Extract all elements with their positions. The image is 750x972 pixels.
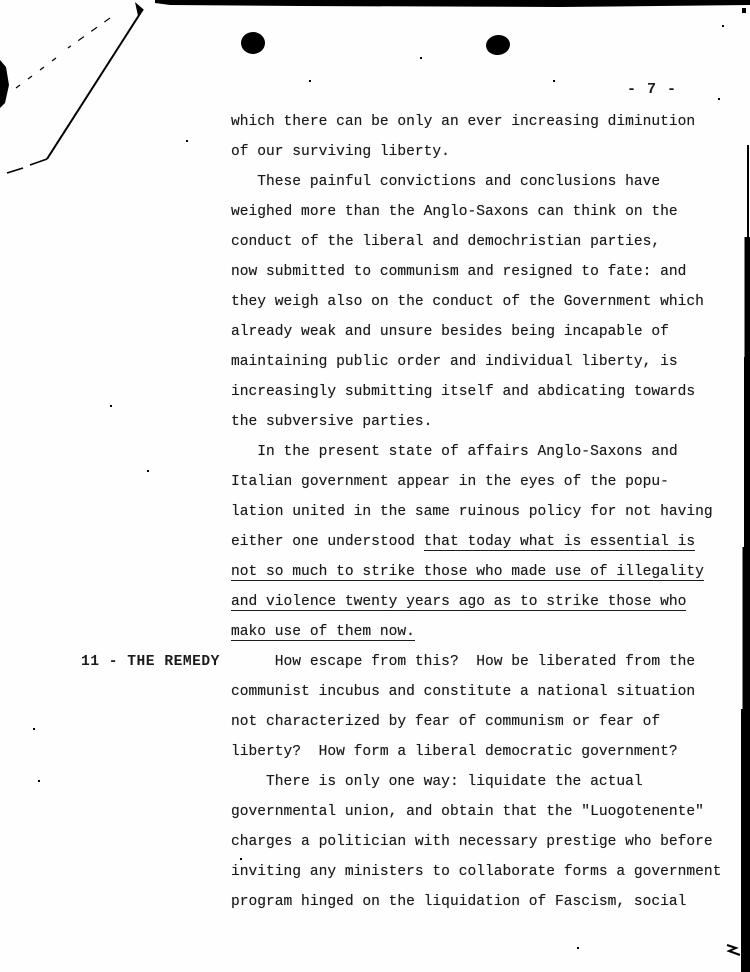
text-segment: the subversive parties. (231, 414, 433, 430)
text-line (231, 857, 721, 887)
text-line (231, 287, 721, 317)
text-line (231, 107, 721, 137)
text-line (231, 497, 721, 527)
text-line (231, 767, 721, 797)
text-segment: There is only one way: liquidate the actual (231, 774, 643, 790)
text-line (231, 377, 721, 407)
hole-punch-left-icon (241, 32, 265, 54)
text-line (231, 737, 721, 767)
text-segment: communist incubus and constitute a national situation (231, 684, 696, 700)
underlined-text-segment: that today what is essential is (423, 534, 696, 550)
crease-lines (0, 2, 143, 173)
text-line (231, 677, 721, 707)
hole-punch-right-icon (485, 33, 512, 56)
text-segment: weighed more than the Anglo-Saxons can think on the (231, 204, 678, 220)
text-segment: governmental union, and obtain that the "Luogotenente" (231, 804, 704, 820)
text-segment: Italian government appear in the eyes of the popu- (231, 474, 669, 490)
text-segment: not characterized by fear of communism or fear of (231, 714, 661, 730)
text-line (231, 527, 721, 557)
underlined-text-segment: not so much to strike those who made use of illegality (231, 564, 704, 580)
text-line (231, 827, 721, 857)
text-segment: lation united in the same ruinous policy for not having (231, 504, 713, 520)
page-number: - 7 - (627, 81, 678, 98)
text-line (231, 557, 721, 587)
text-segment: conduct of the liberal and demochristian parties, (231, 234, 661, 250)
text-line (231, 797, 721, 827)
text-segment: increasingly submitting itself and abdicating towards (231, 384, 696, 400)
text-line (231, 197, 721, 227)
right-edge-bar (741, 145, 750, 972)
text-line (231, 407, 721, 437)
text-segment: program hinged on the liquidation of Fascism, social (231, 894, 687, 910)
text-line (231, 227, 721, 257)
text-line (231, 467, 721, 497)
text-line (231, 317, 721, 347)
text-segment: either one understood (231, 534, 424, 550)
text-segment: now submitted to communism and resigned to fate: and (231, 264, 687, 280)
text-segment: already weak and unsure besides being incapable of (231, 324, 669, 340)
document-body-lines (231, 107, 721, 917)
text-line (231, 617, 721, 647)
text-segment: of our surviving liberty. (231, 144, 450, 160)
margin-note-section-heading: 11 - THE REMEDY (81, 654, 220, 670)
bottom-right-mark (727, 945, 740, 955)
underlined-text-segment: and violence twenty years ago as to strike those who (231, 594, 687, 610)
text-line (231, 167, 721, 197)
underlined-text-segment: mako use of them now. (231, 624, 415, 640)
text-line (231, 257, 721, 287)
text-segment: maintaining public order and individual liberty, is (231, 354, 678, 370)
text-line (231, 437, 721, 467)
text-line (231, 137, 721, 167)
text-segment: These painful convictions and conclusions have (231, 174, 661, 190)
text-line (231, 587, 721, 617)
text-segment: liberty? How form a liberal democratic government? (231, 744, 678, 760)
text-segment: which there can be only an ever increasing diminution (231, 114, 696, 130)
text-segment: they weigh also on the conduct of the Government which (231, 294, 704, 310)
text-segment: How escape from this? How be liberated from the (231, 654, 696, 670)
text-line (231, 707, 721, 737)
text-segment: In the present state of affairs Anglo-Saxons and (231, 444, 678, 460)
text-line (231, 647, 721, 677)
text-line (231, 347, 721, 377)
top-edge-bar (155, 0, 750, 7)
text-line (231, 887, 721, 917)
text-segment: inviting any ministers to collaborate forms a government (231, 864, 722, 880)
text-segment: charges a politician with necessary prestige who before (231, 834, 713, 850)
